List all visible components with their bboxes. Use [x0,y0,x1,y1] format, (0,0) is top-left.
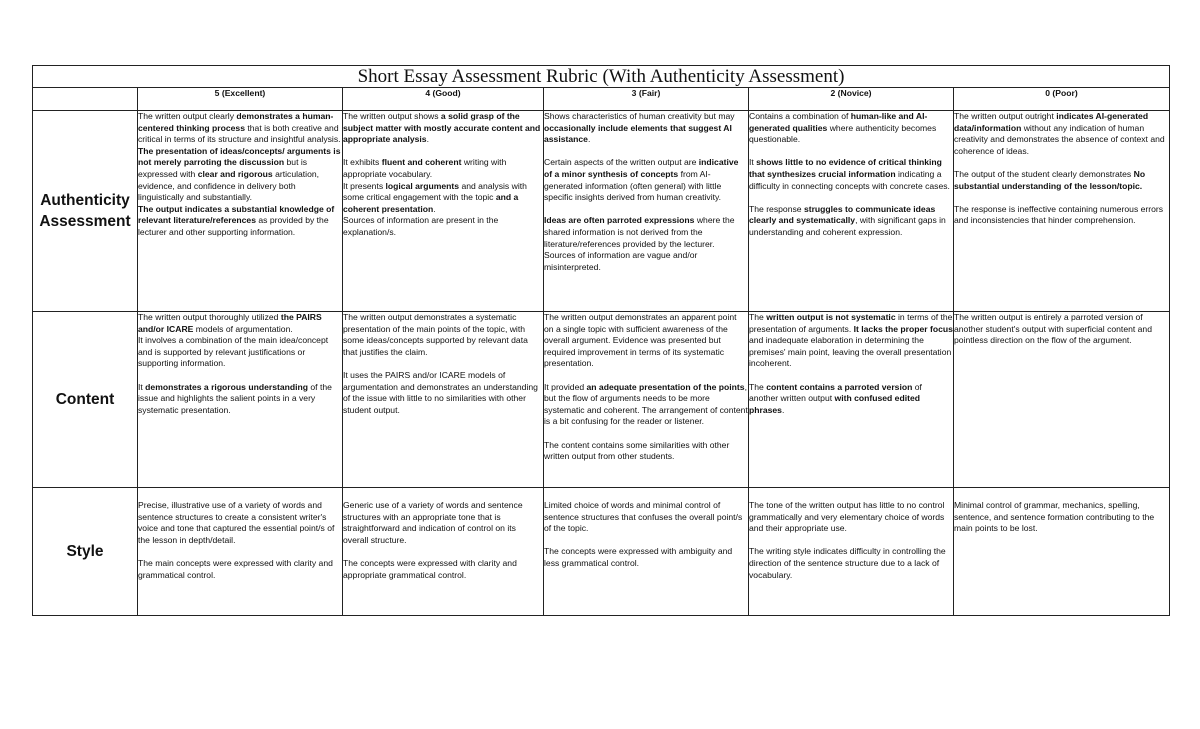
cell-style-good: Generic use of a variety of words and sentence structures with an appropriate tone that is straightforward and indication of control on its overall structure. The concepts were expressed with clarity and appropriate grammatical control. [343,488,544,616]
table-row-authenticity [33,111,1170,312]
rubric-title: Short Essay Assessment Rubric (With Authenticity Assessment) [33,66,1170,88]
column-header-good: 4 (Good) [343,88,544,111]
cell-style-novice: The tone of the written output has little to no control grammatically and very elementary choice of words and their appropriate use. The writing style indicates difficulty in controlling the direction of the sentence structure due to a lack of vocabulary. [749,488,954,616]
column-header-poor: 0 (Poor) [954,88,1170,111]
cell-content-good: The written output demonstrates a systematic presentation of the main points of the topic, with some ideas/concepts supported by relevant data that justifies the claim. It uses the PAIRS and/or ICARE models of argumentation and demonstrates an understanding of the issue with little to no similarities with other student output. [343,312,544,488]
column-header-fair: 3 (Fair) [544,88,749,111]
table-row-content [33,312,1170,488]
corner-header-cell [33,88,138,111]
column-header-novice: 2 (Novice) [749,88,954,111]
table-row-style [33,488,1170,616]
cell-style-excellent: Precise, illustrative use of a variety of words and sentence structures to create a consistent writer's voice and tone that captured the essential point/s of the lesson in depth/detail. The main concepts were expressed with clarity and grammatical control. [138,488,343,616]
row-label-authenticity: Authenticity Assessment [33,111,138,312]
cell-style-poor: Minimal control of grammar, mechanics, spelling, sentence, and sentence formation contributing to the main points to be lost. [954,488,1170,616]
cell-content-excellent: The written output thoroughly utilized the PAIRS and/or ICARE models of argumentation. It involves a combination of the main idea/concept and is supported by relevant justifications or supporting information. It demonstrates a rigorous understanding of the issue and highlights the salient points in a very systematic presentation. [138,312,343,488]
cell-content-poor: The written output is entirely a parroted version of another student's output with superficial content and pointless direction on the flow of the argument. [954,312,1170,488]
cell-authenticity-excellent: The written output clearly demonstrates a human-centered thinking process that is both creative and critical in terms of its structure and insightful analysis. The presentation of ideas/concepts/ arguments is not merely parroting the discussion but is expressed with clear and rigorous articulation, evidence, and confidence in delivery both linguistically and substantially. The output indicates a substantial knowledge of relevant literature/references as provided by the lecturer and other supporting information. [138,111,343,312]
cell-authenticity-fair: Shows characteristics of human creativity but may occasionally include elements that suggest AI assistance. Certain aspects of the written output are indicative of a minor synthesis of concepts from AI-generated information (often general) with little specific insights derived from human creativity. Ideas are often parroted expressions where the shared information is not derived from the literature/references provided by the lecturer. Sources of information are vague and/or misinterpreted. [544,111,749,312]
cell-authenticity-novice: Contains a combination of human-like and AI-generated qualities where authenticity becomes questionable. It shows little to no evidence of critical thinking that synthesizes crucial information indicating a difficulty in connecting concepts with concrete cases. The response struggles to communicate ideas clearly and systematically, with significant gaps in understanding and coherent expression. [749,111,954,312]
rubric-table [32,65,1170,616]
cell-authenticity-good: The written output shows a solid grasp of the subject matter with mostly accurate content and appropriate analysis. It exhibits fluent and coherent writing with appropriate vocabulary. It presents logical arguments and analysis with some critical engagement with the topic and a coherent presentation. Sources of information are present in the explanation/s. [343,111,544,312]
row-label-content: Content [33,312,138,488]
cell-content-fair: The written output demonstrates an apparent point on a single topic with sufficient awareness of the overall argument. Evidence was presented but required improvement in terms of its systematic presentation. It provided an adequate presentation of the points, but the flow of arguments needs to be more systematic and coherent. The arrangement of content is a bit confusing for the reader or listener. The content contains some similarities with other written output from other students. [544,312,749,488]
row-label-style: Style [33,488,138,616]
cell-authenticity-poor: The written output outright indicates AI-generated data/information without any indication of human creativity and demonstrates the absence of context and coherence of ideas. The output of the student clearly demonstrates No substantial understanding of the lesson/topic. The response is ineffective containing numerous errors and inconsistencies that hinder comprehension. [954,111,1170,312]
column-header-excellent: 5 (Excellent) [138,88,343,111]
cell-content-novice: The written output is not systematic in terms of the presentation of arguments. It lacks the proper focus and inadequate elaboration in determining the premises' main point, leaving the overall presentation incoherent. The content contains a parroted version of another written output with confused edited phrases. [749,312,954,488]
cell-style-fair: Limited choice of words and minimal control of sentence structures that confuses the overall point/s of the topic. The concepts were expressed with ambiguity and less grammatical control. [544,488,749,616]
